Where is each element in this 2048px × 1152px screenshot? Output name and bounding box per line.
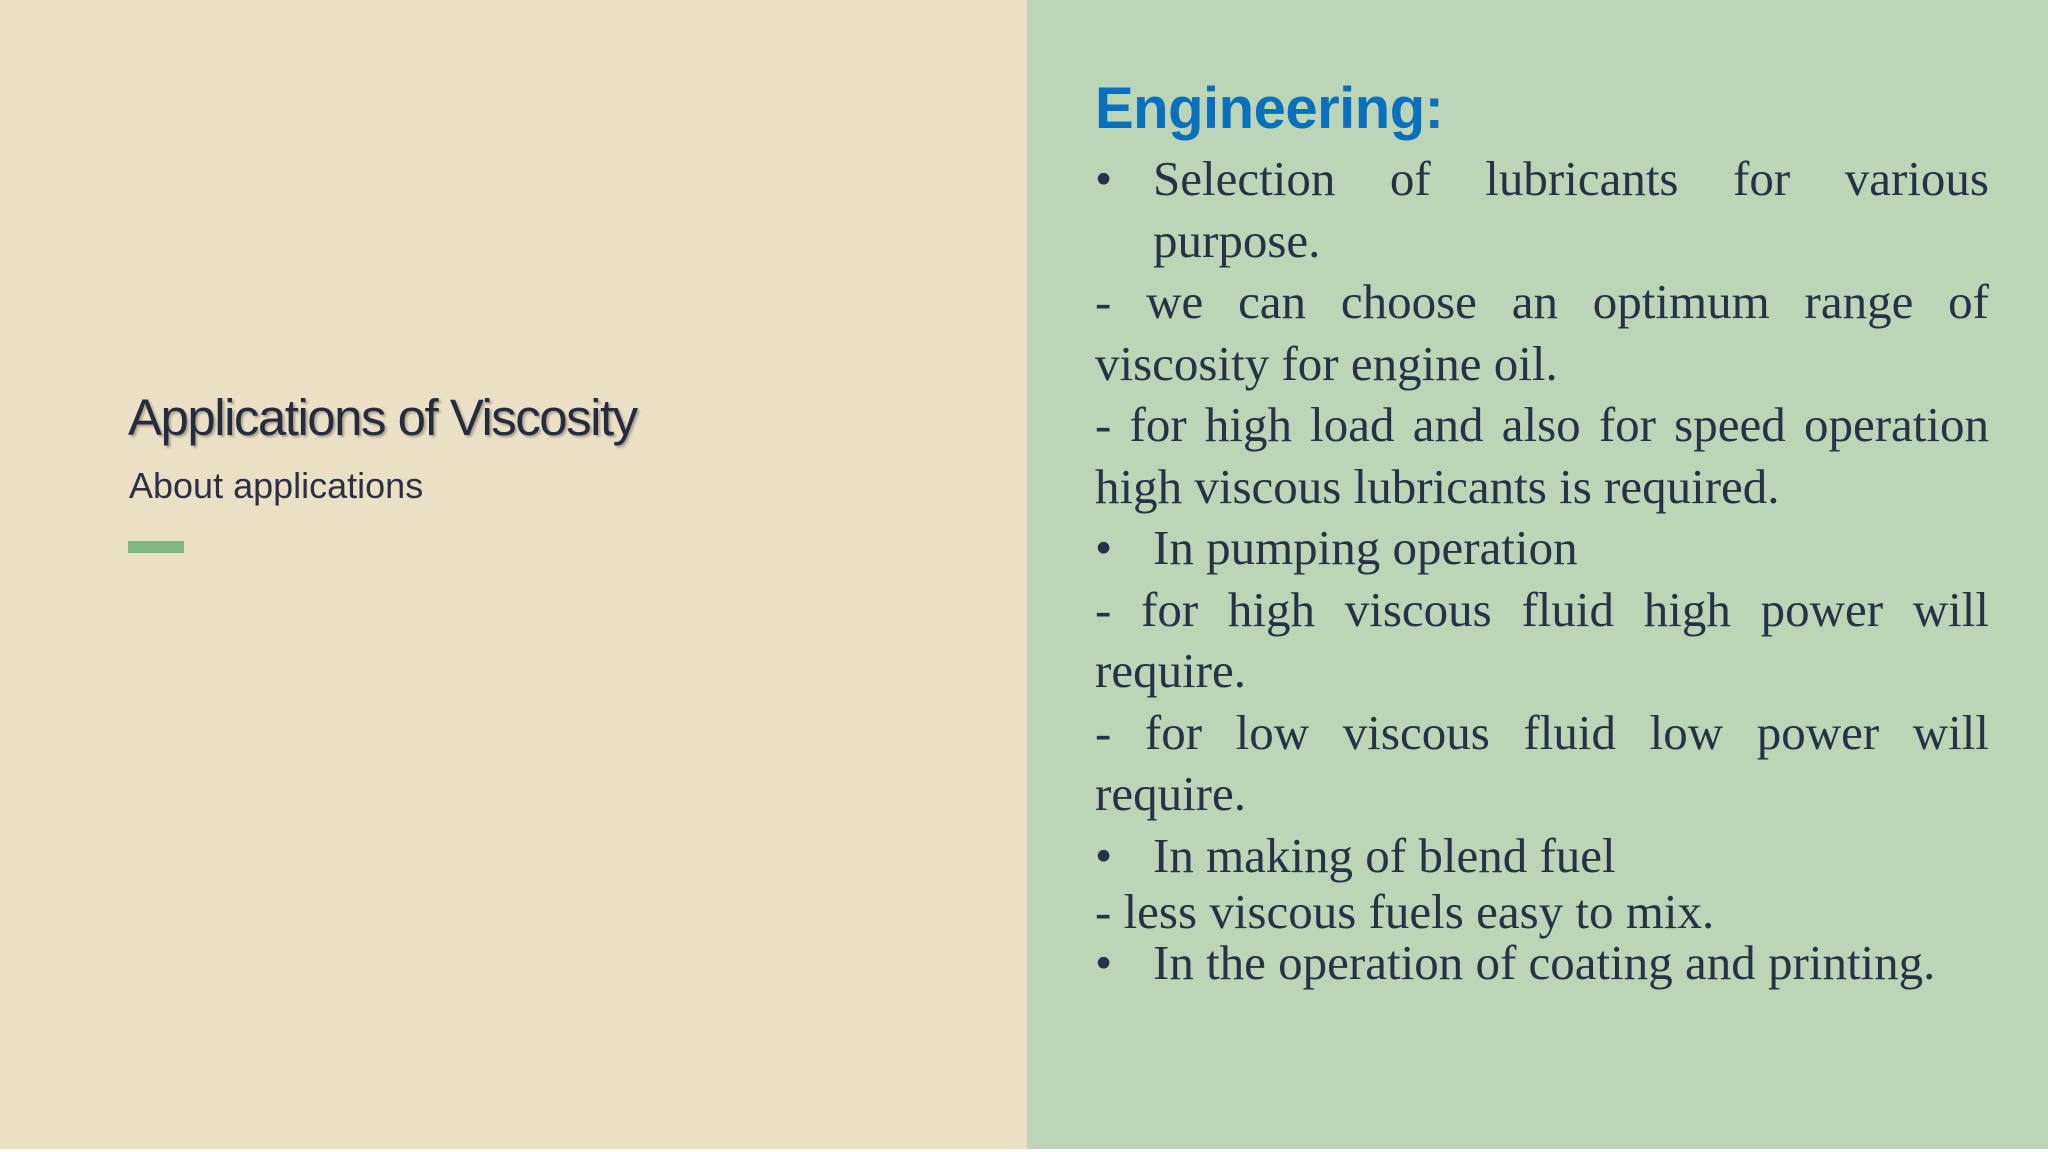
bullet-item	[1095, 825, 1989, 887]
bullet-text: In the operation of coating and printing.	[1153, 935, 1936, 990]
bullet-icon: •	[1095, 151, 1113, 206]
slide-subtitle: About applications	[129, 465, 424, 506]
dash-item	[1095, 886, 1989, 937]
dash-item	[1095, 271, 1989, 394]
dash-item	[1095, 579, 1989, 702]
dash-text: - for high load and also for speed operation high viscous lubricants is required.	[1095, 397, 1989, 514]
section-heading: Engineering:	[1095, 76, 1444, 141]
bullet-text: In making of blend fuel	[1153, 827, 1616, 883]
accent-bar	[128, 541, 184, 553]
bullet-icon: •	[1095, 935, 1113, 990]
bullet-icon: •	[1095, 520, 1113, 575]
bullet-icon: •	[1095, 827, 1113, 883]
bullet-item	[1095, 517, 1989, 579]
dash-item	[1095, 702, 1989, 825]
dash-text: - for high viscous fluid high power will require.	[1095, 581, 1989, 698]
dash-text: - for low viscous fluid low power will require.	[1095, 704, 1989, 821]
dash-item	[1095, 394, 1989, 517]
content-area	[1095, 72, 1989, 988]
bullet-item	[1095, 148, 1989, 271]
bullet-item	[1095, 937, 1989, 988]
dash-text: - we can choose an optimum range of viscosity for engine oil.	[1095, 274, 1989, 391]
bullet-text: In pumping operation	[1153, 520, 1578, 575]
bullet-text: Selection of lubricants for various purpose.	[1153, 151, 1989, 268]
slide-title: Applications of Viscosity	[128, 389, 637, 446]
dash-text: - less viscous fuels easy to mix.	[1095, 884, 1715, 939]
